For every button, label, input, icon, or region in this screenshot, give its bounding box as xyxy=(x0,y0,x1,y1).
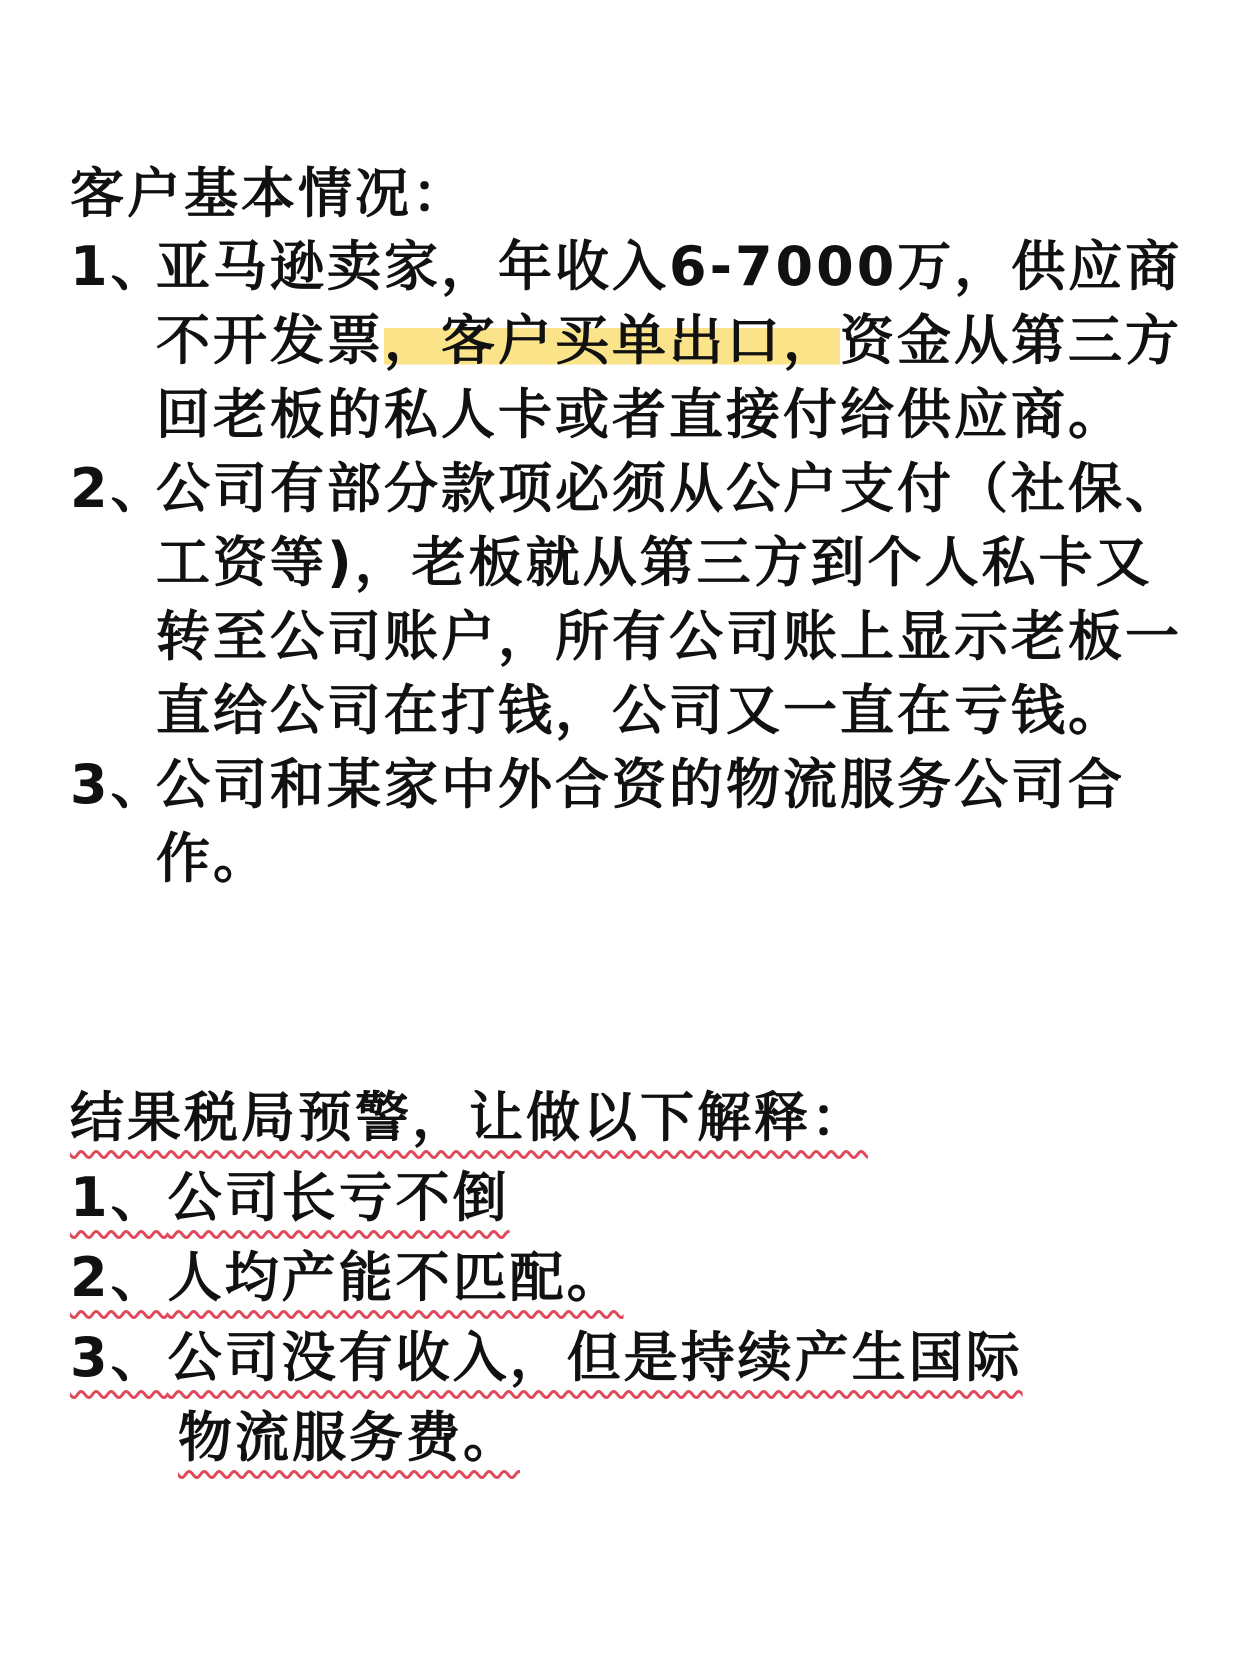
list-item-3 xyxy=(70,748,1190,896)
item-text: 公司长亏不倒 xyxy=(167,1166,510,1229)
item-number: 1、 xyxy=(70,235,168,298)
item-text-line xyxy=(70,1326,1023,1389)
section-title: 客户基本情况： xyxy=(70,162,469,225)
item-text-pre: 亚马逊卖家，年收入6-7000万，供应商不开发票 xyxy=(156,235,1183,372)
item-line-2 xyxy=(70,1398,1190,1478)
item-number: 2、 xyxy=(70,1246,168,1309)
item-line-1 xyxy=(70,1318,1190,1398)
client-info-section xyxy=(70,158,1190,896)
list-item-2 xyxy=(70,1238,1190,1318)
list-item-2 xyxy=(70,452,1190,748)
list-item-3 xyxy=(70,1318,1190,1478)
item-text-line xyxy=(70,1246,624,1309)
list-item-1 xyxy=(70,230,1190,452)
item-number: 3、 xyxy=(70,1326,168,1389)
item-text: 公司有部分款项必须从公户支付（社保、工资等)，老板就从第三方到个人私卡又转至公司账户，所有公司账上显示老板一直给公司在打钱，公司又一直在亏钱。 xyxy=(156,457,1182,742)
item-text-continued: 物流服务费。 xyxy=(178,1406,520,1469)
list-item-1 xyxy=(70,1158,1190,1238)
tax-warning-section xyxy=(70,1078,1190,1478)
item-text: 公司和某家中外合资的物流服务公司合作。 xyxy=(156,753,1125,890)
section-title-text: 结果税局预警，让做以下解释： xyxy=(70,1086,868,1149)
section-title xyxy=(70,1078,1190,1158)
item-text xyxy=(156,230,1190,452)
item-text: 人均产能不匹配。 xyxy=(167,1246,624,1309)
highlighted-text: ，客户买单出口， xyxy=(384,309,840,372)
item-text: 公司没有收入，但是持续产生国际 xyxy=(167,1326,1023,1389)
item-number: 3、 xyxy=(70,753,168,816)
item-text-line xyxy=(70,1166,510,1229)
item-number: 2、 xyxy=(70,457,168,520)
item-number: 1、 xyxy=(70,1166,168,1229)
item-text-post: 资金从第三方回老板的私人卡或者直接付给供应商。 xyxy=(156,309,1182,446)
